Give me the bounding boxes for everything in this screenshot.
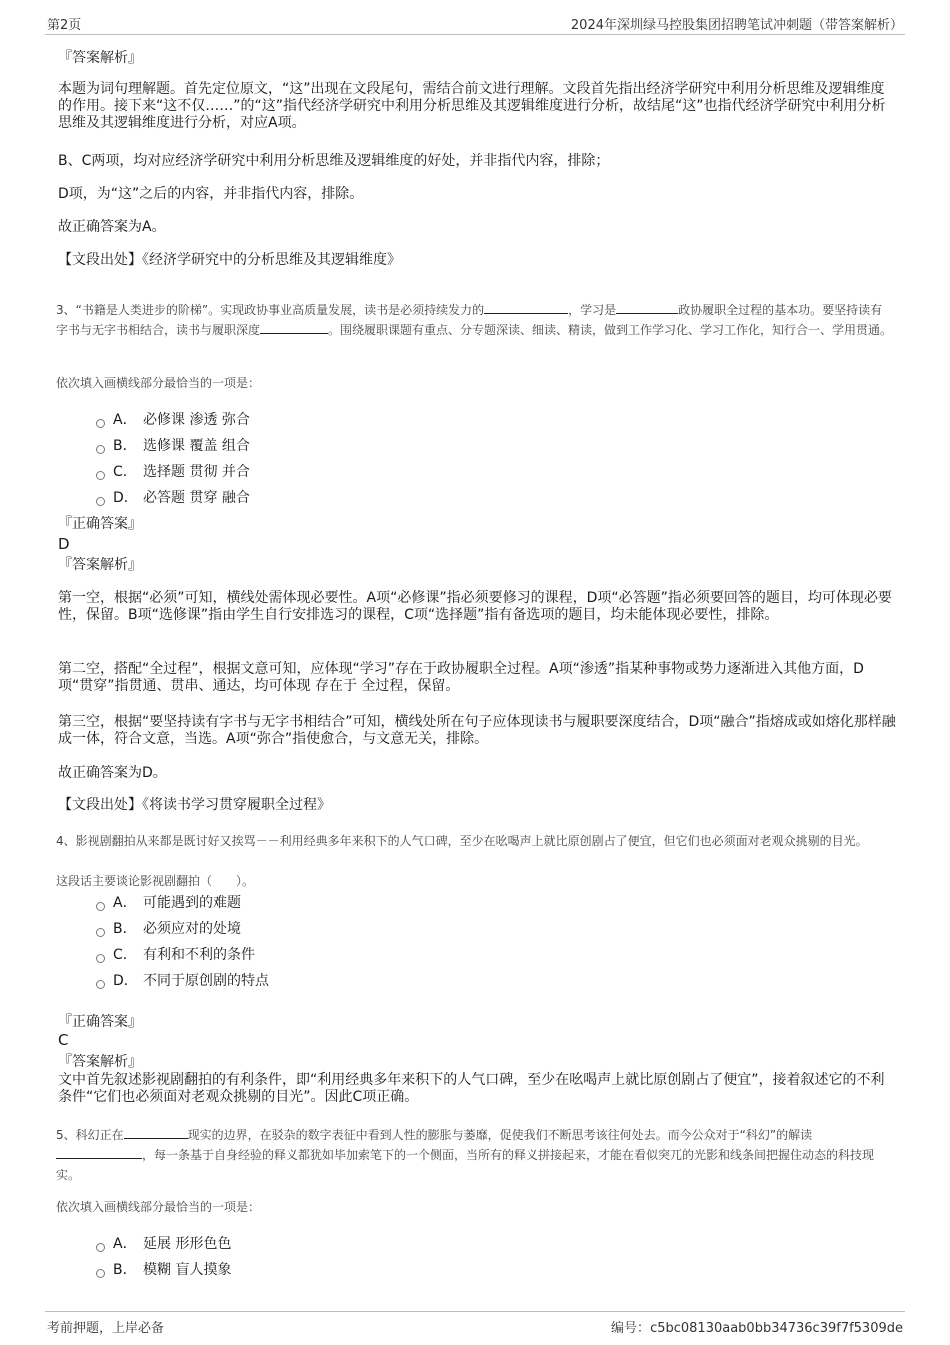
option-text: 必修课 渗透 弥合 bbox=[143, 412, 250, 428]
option-text: 模糊 盲人摸象 bbox=[143, 1262, 232, 1278]
q2-analysis-label: 『答案解析』 bbox=[58, 50, 142, 66]
option-text: 必答题 贯穿 融合 bbox=[143, 490, 250, 506]
page-footer bbox=[45, 1311, 905, 1336]
q4-option-d[interactable] bbox=[96, 971, 269, 991]
radio-icon[interactable] bbox=[96, 902, 105, 911]
option-letter: A． bbox=[113, 895, 137, 911]
q3-option-c[interactable] bbox=[96, 462, 250, 482]
radio-icon[interactable] bbox=[96, 980, 105, 989]
q4-analysis: 文中首先叙述影视剧翻拍的有利条件，即“利用经典多年来积下的人气口碑，至少在吆喝声上就比原创剧占了便宜”，接着叙述它的不利条件“它们也必须面对老观众挑剔的目光”。因此C项正确。 bbox=[58, 1072, 885, 1105]
q3-analysis-para3: 第三空，根据“要坚持读有字书与无字书相结合”可知，横线处所在句子应体现读书与履职要深度结合，D项“融合”指熔成或如熔化那样融成一体，符合文意，当选。A项“弥合”指使愈合，与文意无关，排除。 bbox=[58, 714, 896, 747]
q3-option-d[interactable] bbox=[96, 488, 250, 508]
footer-code-label: 编号： bbox=[611, 1321, 651, 1336]
q3-option-a[interactable] bbox=[96, 410, 250, 430]
radio-icon[interactable] bbox=[96, 954, 105, 963]
q4-stem: 4、影视剧翻拍从来都是既讨好又挨骂－－利用经典多年来积下的人气口碑，至少在吆喝声上就比原创剧占了便宜，但它们也必须面对老观众挑剔的目光。 bbox=[56, 834, 868, 848]
option-letter: C． bbox=[113, 947, 137, 963]
footer-code-value: c5bc08130aab0bb34736c39f7f5309de bbox=[650, 1321, 903, 1336]
q3-correct-label: 『正确答案』 bbox=[58, 516, 142, 532]
radio-icon[interactable] bbox=[96, 419, 105, 428]
page-header bbox=[45, 14, 905, 35]
q2-analysis-para3: D项，为“这”之后的内容，并非指代内容，排除。 bbox=[58, 186, 364, 202]
option-letter: C． bbox=[113, 464, 137, 480]
q4-correct-answer: C bbox=[58, 1031, 69, 1049]
footer-slogan: 考前押题，上岸必备 bbox=[47, 1321, 165, 1336]
q3-stem-part-b: ，学习是 bbox=[568, 303, 617, 317]
q2-analysis-para2: B、C两项，均对应经济学研究中利用分析思维及逻辑维度的好处，并非指代内容，排除； bbox=[58, 153, 610, 169]
q5-blank-1[interactable] bbox=[124, 1126, 188, 1139]
q5-stem-part-b: 现实的边界，在驳杂的数字表征中看到人性的膨胀与萎靡，促使我们不断思考该往何处去。而今公众对于“科幻”的解读 bbox=[187, 1128, 813, 1142]
option-text: 不同于原创剧的特点 bbox=[143, 973, 269, 989]
option-letter: A． bbox=[113, 412, 137, 428]
radio-icon[interactable] bbox=[96, 471, 105, 480]
option-letter: B． bbox=[113, 438, 137, 454]
option-text: 选修课 覆盖 组合 bbox=[143, 438, 250, 454]
q5-stem bbox=[56, 1125, 894, 1185]
q4-question: 这段话主要谈论影视剧翻拍（ ）。 bbox=[56, 874, 255, 888]
radio-icon[interactable] bbox=[96, 497, 105, 506]
q3-instruction: 依次填入画横线部分最恰当的一项是： bbox=[56, 376, 261, 390]
q4-correct-label: 『正确答案』 bbox=[58, 1014, 142, 1030]
q3-source: 【文段出处】《将读书学习贯穿履职全过程》 bbox=[58, 797, 331, 813]
q4-option-b[interactable] bbox=[96, 919, 241, 939]
q2-analysis-para1: 本题为词句理解题。首先定位原文，“这”出现在文段尾句，需结合前文进行理解。文段首先指出经济学研究中利用分析思维及逻辑维度的作用。接下来“这不仅……”的“这”指代经济学研究中利用分析思维及其逻辑维度进行分析，故结尾“这”也指代经济学研究中利用分析思维及其逻辑维度进行分析，对应A项。 bbox=[58, 81, 886, 131]
option-letter: D． bbox=[113, 490, 138, 506]
option-text: 可能遇到的难题 bbox=[143, 895, 241, 911]
q3-blank-2[interactable] bbox=[616, 301, 678, 314]
option-text: 必须应对的处境 bbox=[143, 921, 241, 937]
q3-blank-1[interactable] bbox=[484, 301, 568, 314]
q5-blank-2[interactable] bbox=[56, 1146, 142, 1159]
q4-analysis-label: 『答案解析』 bbox=[58, 1054, 142, 1070]
q2-analysis-para4: 故正确答案为A。 bbox=[58, 219, 166, 235]
option-letter: B． bbox=[113, 921, 137, 937]
q5-instruction: 依次填入画横线部分最恰当的一项是： bbox=[56, 1200, 261, 1214]
q3-option-b[interactable] bbox=[96, 436, 250, 456]
q3-analysis-para4: 故正确答案为D。 bbox=[58, 765, 167, 781]
radio-icon[interactable] bbox=[96, 445, 105, 454]
footer-code bbox=[611, 1317, 903, 1336]
option-text: 延展 形形色色 bbox=[143, 1236, 232, 1252]
option-text: 有利和不利的条件 bbox=[143, 947, 255, 963]
radio-icon[interactable] bbox=[96, 1269, 105, 1278]
option-letter: B． bbox=[113, 1262, 137, 1278]
q3-analysis-para1: 第一空，根据“必须”可知，横线处需体现必要性。A项“必修课”指必须要修习的课程，D项“必答题”指必须要回答的题目，均可体现必要性，保留。B项“选修课”指由学生自行安排选习的课程，C项“选择题”指有备选项的题目，均未能体现必要性，排除。 bbox=[58, 590, 892, 623]
q4-option-a[interactable] bbox=[96, 893, 241, 913]
q3-analysis-label: 『答案解析』 bbox=[58, 557, 142, 573]
q5-option-a[interactable] bbox=[96, 1234, 231, 1254]
q5-stem-part-c: ，每一条基于自身经验的释义都犹如毕加索笔下的一个侧面，当所有的释义拼接起来，才能在看似突兀的光影和线条间把握住动态的科技现实。 bbox=[56, 1148, 875, 1182]
document-title: 2024年深圳绿马控股集团招聘笔试冲刺题（带答案解析） bbox=[570, 18, 903, 33]
option-text: 选择题 贯彻 并合 bbox=[143, 464, 250, 480]
q4-option-c[interactable] bbox=[96, 945, 255, 965]
q5-stem-part-a: 5、科幻正在 bbox=[56, 1128, 124, 1142]
option-letter: D． bbox=[113, 973, 138, 989]
q3-analysis-para2: 第二空，搭配“全过程”，根据文意可知，应体现“学习”存在于政协履职全过程。A项“渗透”指某种事物或势力逐渐进入其他方面，D项“贯穿”指贯通、贯串、通达，均可体现 存在于 全过程，保留。 bbox=[58, 661, 864, 694]
q2-source: 【文段出处】《经济学研究中的分析思维及其逻辑维度》 bbox=[58, 252, 401, 268]
q3-stem-part-a: 3、“书籍是人类进步的阶梯”。实现政协事业高质量发展，读书是必须持续发力的 bbox=[56, 303, 485, 317]
option-letter: A． bbox=[113, 1236, 137, 1252]
q3-correct-answer: D bbox=[58, 535, 70, 553]
radio-icon[interactable] bbox=[96, 1243, 105, 1252]
q3-blank-3[interactable] bbox=[260, 321, 328, 334]
q3-stem-part-c: 政协履职全过程的基本功。要坚持读有字书与无字书相结合，读书与履职深度 bbox=[56, 303, 883, 337]
q3-stem-part-d: 。围绕履职课题有重点、分专题深读、细读、精读，做到工作学习化、学习工作化，知行合一、学用贯通。 bbox=[328, 323, 893, 337]
q5-option-b[interactable] bbox=[96, 1260, 231, 1280]
page-number: 第2页 bbox=[47, 18, 82, 33]
radio-icon[interactable] bbox=[96, 928, 105, 937]
q3-stem bbox=[56, 300, 894, 340]
